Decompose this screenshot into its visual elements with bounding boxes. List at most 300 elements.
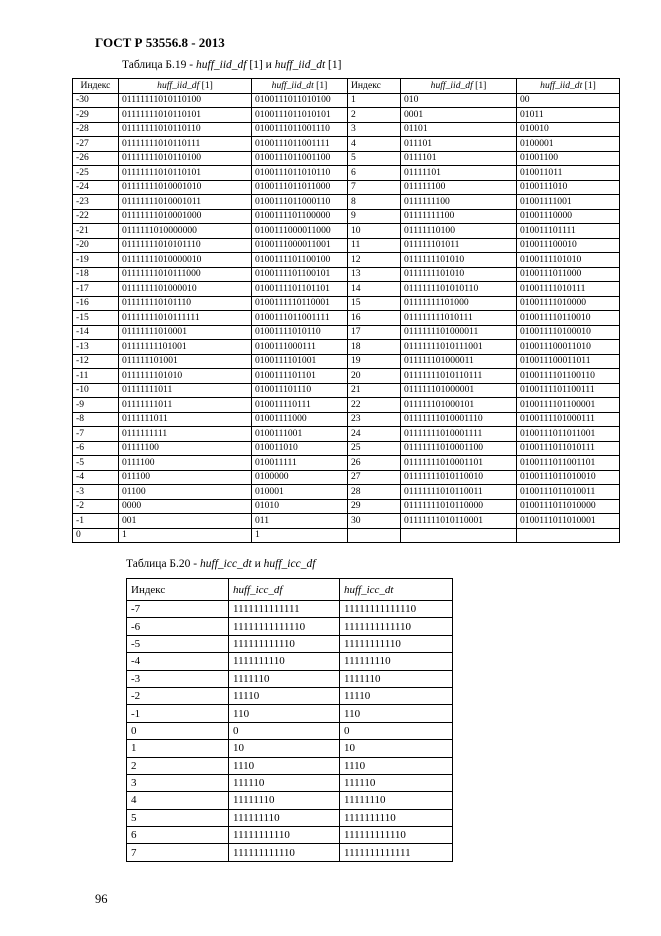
table-cell: -3 [73,485,119,500]
table-cell: 01111111010110001 [401,514,517,529]
table-cell: 1 [127,740,229,757]
table-cell: -22 [73,209,119,224]
col-header-iid-dt-2 [517,79,620,94]
table-row [127,774,453,791]
table-cell: 011111111010111 [401,311,517,326]
table-cell: 0 [127,722,229,739]
table-b19-caption [122,59,341,71]
table-cell: -6 [127,618,229,635]
table-cell: 0100111011011001 [517,427,620,442]
table-cell: 27 [348,470,401,485]
table-cell: 4 [127,792,229,809]
table-cell [401,528,517,543]
col-header-suffix: [1] [582,79,596,91]
caption-suffix: [1] [325,59,342,71]
table-cell: 0111111101010 [401,253,517,268]
col-header-icc-dt [340,579,453,601]
table-row [73,340,620,355]
table-cell: 01111111010110101 [119,108,252,123]
table-cell: 0 [229,722,340,739]
table-cell: 13 [348,267,401,282]
caption-name2: huff_icc_df [263,558,316,570]
table-cell: 01111111010110011 [401,485,517,500]
table-row [73,166,620,181]
table-header-row [73,79,620,94]
table-cell: 3 [348,122,401,137]
table-cell: -11 [73,369,119,384]
table-cell: -5 [73,456,119,471]
table-cell: 0100111101101 [252,369,348,384]
table-cell: 00 [517,93,620,108]
table-cell: 01111111011 [119,398,252,413]
table-cell: 1111110 [340,670,453,687]
table-cell: -2 [73,499,119,514]
table-cell: 0111111101010110 [401,282,517,297]
col-header-name: huff_icc_dt [344,583,394,596]
table-row [127,653,453,670]
table-cell: -5 [127,635,229,652]
table-cell [517,528,620,543]
table-cell: 01111111010110111 [401,369,517,384]
table-cell: 18 [348,340,401,355]
col-header-suffix: [1] [313,79,328,91]
table-cell: 01100 [119,485,252,500]
table-cell: -24 [73,180,119,195]
table-cell: 010011100011011 [517,354,620,369]
table-cell: 01111111011 [119,383,252,398]
table-cell: 01111111010001111 [401,427,517,442]
table-row [127,687,453,704]
table-row [73,267,620,282]
table-cell: 01111111010001110 [401,412,517,427]
col-header-name: huff_icc_df [233,583,283,596]
table-cell: 01111111010001011 [119,195,252,210]
table-row [73,383,620,398]
table-cell: 0100111101010 [517,253,620,268]
table-cell: 01111111010001101 [401,456,517,471]
table-row [73,456,620,471]
table-cell: 0100111000111 [252,340,348,355]
table-header-row [127,579,453,601]
table-cell: 0100111011010110 [252,166,348,181]
table-cell: 111110 [229,774,340,791]
table-cell: 0100111011011000 [252,180,348,195]
table-cell: 0100111011010111 [517,441,620,456]
table-cell: 28 [348,485,401,500]
table-cell: 0100111011001100 [252,151,348,166]
table-row [73,195,620,210]
table-cell: 7 [348,180,401,195]
table-cell: -21 [73,224,119,239]
table-cell: 011111101000001 [401,383,517,398]
table-cell: 0111101 [401,151,517,166]
table-cell: 01001111000 [252,412,348,427]
table-cell: 011111100 [401,180,517,195]
table-cell: 0100111011001110 [252,122,348,137]
table-row [73,398,620,413]
table-row [73,470,620,485]
table-cell: 011111101001 [119,354,252,369]
table-cell: -18 [73,267,119,282]
table-cell: 1111111111111 [340,844,453,861]
table-row [73,224,620,239]
table-cell: 0100111101100110 [517,369,620,384]
table-cell: 11110 [340,687,453,704]
table-cell: 21 [348,383,401,398]
table-b19 [72,78,620,543]
table-cell: 01111111010000010 [119,253,252,268]
table-cell: 0100111101100001 [517,398,620,413]
table-cell: 010011111 [252,456,348,471]
table-cell: -10 [73,383,119,398]
table-row [73,427,620,442]
table-cell: 111111110 [229,809,340,826]
table-cell: -17 [73,282,119,297]
table-cell: 01011 [517,108,620,123]
table-cell: 5 [348,151,401,166]
table-cell: 01111111010110000 [401,499,517,514]
table-row [73,209,620,224]
table-cell: 0100111000011001 [252,238,348,253]
table-cell: -28 [73,122,119,137]
table-cell: 110 [340,705,453,722]
table-cell: 0100111011000 [517,267,620,282]
table-cell: 9 [348,209,401,224]
table-cell: 0100111011010010 [517,470,620,485]
table-cell: 17 [348,325,401,340]
table-cell: 0100111101000111 [517,412,620,427]
table-cell: 0001 [401,108,517,123]
table-cell: 111111111110 [340,827,453,844]
col-header-icc-df [229,579,340,601]
table-cell: 0100111101100111 [517,383,620,398]
table-row [127,827,453,844]
table-cell: 0100001 [517,137,620,152]
table-cell: 0100111101101101 [252,282,348,297]
table-row [127,618,453,635]
table-cell: 23 [348,412,401,427]
table-row [73,369,620,384]
table-cell: 01101 [401,122,517,137]
table-cell: 0111111101000011 [401,325,517,340]
table-cell: 0100111101100000 [252,209,348,224]
table-cell: 010011110110010 [517,311,620,326]
table-row [127,844,453,861]
table-cell: 01111101 [401,166,517,181]
table-cell: -7 [73,427,119,442]
table-cell: 10 [229,740,340,757]
table-cell: 01001111010110 [252,325,348,340]
col-header-iid-df-2 [401,79,517,94]
table-cell: -20 [73,238,119,253]
table-cell: -8 [73,412,119,427]
table-cell: -26 [73,151,119,166]
table-cell: 111111111110 [229,844,340,861]
table-cell: -3 [127,670,229,687]
table-cell: 001 [119,514,252,529]
table-cell: 0111100 [119,456,252,471]
table-cell: 19 [348,354,401,369]
table-cell: 0100111011000110 [252,195,348,210]
table-cell: 7 [127,844,229,861]
table-cell: 0100111010 [517,180,620,195]
table-row [73,238,620,253]
table-cell: 24 [348,427,401,442]
table-cell: 0111111111 [119,427,252,442]
table-row [73,311,620,326]
table-cell: 0100111101100100 [252,253,348,268]
table-cell: 1 [348,93,401,108]
table-row [73,137,620,152]
table-cell: 0100000 [252,470,348,485]
table-cell: 11111110 [229,792,340,809]
col-header-iid-df [119,79,252,94]
col-header-name: huff_iid_df [157,79,200,91]
table-row [127,757,453,774]
table-row [73,514,620,529]
table-cell: 01111111010111000 [119,267,252,282]
table-cell: 010011100011010 [517,340,620,355]
table-cell: 0 [340,722,453,739]
table-cell: 5 [127,809,229,826]
table-row [73,180,620,195]
table-cell: 11111111110 [229,827,340,844]
col-header-iid-dt [252,79,348,94]
table-cell: 0100111101100101 [252,267,348,282]
table-cell: 010010 [517,122,620,137]
table-cell: 14 [348,282,401,297]
table-cell: 0111111101000010 [119,282,252,297]
table-row [73,282,620,297]
col-header-suffix: [1] [472,79,487,91]
table-cell: 011100 [119,470,252,485]
table-cell: -19 [73,253,119,268]
table-row [127,792,453,809]
table-row [73,151,620,166]
table-cell: 30 [348,514,401,529]
table-cell: -15 [73,311,119,326]
table-row [73,122,620,137]
table-cell: 0100111011001101 [517,456,620,471]
table-row [73,325,620,340]
table-cell: 1110 [229,757,340,774]
table-cell: 111111110 [340,653,453,670]
table-row [73,354,620,369]
table-cell: 6 [348,166,401,181]
table-cell: 01111111010001 [119,325,252,340]
table-cell: 20 [348,369,401,384]
col-header-name: huff_iid_dt [271,79,314,91]
table-cell: 0111111101010 [401,267,517,282]
table-cell: 010011010 [252,441,348,456]
table-cell: 6 [127,827,229,844]
table-cell: 01111111010110100 [119,93,252,108]
col-header-name: huff_iid_dt [540,79,583,91]
table-cell: 10 [340,740,453,757]
table-cell: 0100111011001111 [252,311,348,326]
table-cell: -4 [73,470,119,485]
caption-name1: huff_icc_dt [200,558,252,570]
table-cell: 01001100 [517,151,620,166]
table-row [73,108,620,123]
table-cell: -1 [73,514,119,529]
table-cell: 26 [348,456,401,471]
table-cell: 011111101011 [401,238,517,253]
col-header-index: Индекс [127,579,229,601]
table-cell: -23 [73,195,119,210]
table-cell: 01111111010111001 [401,340,517,355]
table-cell [348,528,401,543]
table-cell: 010011110111 [252,398,348,413]
document-header: ГОСТ Р 53556.8 - 2013 [95,35,225,50]
table-row [73,441,620,456]
table-cell: 011111101000011 [401,354,517,369]
table-cell: 0100111011001111 [252,137,348,152]
table-cell: 0000 [119,499,252,514]
col-header-name: huff_iid_df [430,79,473,91]
table-cell: -12 [73,354,119,369]
table-cell: 111111111110 [229,635,340,652]
table-cell: -6 [73,441,119,456]
table-cell: 2 [127,757,229,774]
table-cell: 0111111011 [119,412,252,427]
table-cell: 0111111010000000 [119,224,252,239]
table-cell: 010011101110 [252,383,348,398]
table-cell: 11110 [229,687,340,704]
table-cell: 01111111010001010 [119,180,252,195]
table-cell: 15 [348,296,401,311]
table-cell: -9 [73,398,119,413]
table-cell: 12 [348,253,401,268]
page-number: 96 [95,892,108,906]
table-cell: 0100111110110001 [252,296,348,311]
table-row [127,670,453,687]
table-cell: 01111111010110101 [119,166,252,181]
table-row [127,722,453,739]
table-row [127,601,453,618]
table-row [73,499,620,514]
table-cell: 01111111010110100 [119,151,252,166]
table-cell: 010011110100010 [517,325,620,340]
col-header-suffix: [1] [199,79,213,91]
table-cell: 0100111011010000 [517,499,620,514]
table-b19-body [73,93,620,543]
table-cell: 010011100010 [517,238,620,253]
caption-mid: и [251,558,264,570]
table-cell: 01001110000 [517,209,620,224]
table-row [73,528,620,543]
table-cell: -7 [127,601,229,618]
caption-mid: [1] и [246,59,275,71]
table-cell: 010001 [252,485,348,500]
table-cell: 010011011 [517,166,620,181]
col-header-index-2: Индекс [348,79,401,94]
table-cell: 01111111010001000 [119,209,252,224]
table-cell: 0100111011010100 [252,93,348,108]
table-cell: 11111111110 [340,635,453,652]
table-cell: 11111111111110 [229,618,340,635]
caption-name1: huff_iid_df [196,59,247,71]
table-cell: 29 [348,499,401,514]
table-cell: 1111111111111 [229,601,340,618]
table-cell: 8 [348,195,401,210]
table-cell: 1111110 [229,670,340,687]
table-cell: 3 [127,774,229,791]
table-cell: 0111111100 [401,195,517,210]
table-cell: 1 [252,528,348,543]
table-cell: 01111110100 [401,224,517,239]
table-cell: 01111111010101110 [119,238,252,253]
table-b20-caption [126,558,315,570]
table-row [73,485,620,500]
table-cell: -30 [73,93,119,108]
table-cell: 01001111010111 [517,282,620,297]
table-cell: 010011101111 [517,224,620,239]
table-cell: 1111111111110 [340,618,453,635]
table-cell: 110 [229,705,340,722]
table-cell: 2 [348,108,401,123]
table-cell: 10 [348,224,401,239]
table-cell: -1 [127,705,229,722]
table-cell: 011111101000101 [401,398,517,413]
table-cell: 01001111001 [517,195,620,210]
table-cell: 01111111100 [401,209,517,224]
table-cell: 01111111010110111 [119,137,252,152]
table-cell: -4 [127,653,229,670]
table-cell: 25 [348,441,401,456]
table-b20 [126,578,453,862]
table-cell: -13 [73,340,119,355]
table-cell: 01001111010000 [517,296,620,311]
table-cell: 4 [348,137,401,152]
table-cell: 01111111101000 [401,296,517,311]
table-cell: 22 [348,398,401,413]
table-cell: 0100111011010001 [517,514,620,529]
table-cell: 011 [252,514,348,529]
table-cell: 0100111011010011 [517,485,620,500]
table-cell: 0 [73,528,119,543]
table-cell: 01111111010110010 [401,470,517,485]
table-cell: 1111111110 [229,653,340,670]
table-cell: 01010 [252,499,348,514]
table-cell: 0100111011010101 [252,108,348,123]
table-row [73,296,620,311]
table-row [73,93,620,108]
table-cell: 01111111010111111 [119,311,252,326]
table-row [73,253,620,268]
table-row [127,635,453,652]
table-cell: 16 [348,311,401,326]
table-cell: -2 [127,687,229,704]
table-cell: 0100111101001 [252,354,348,369]
caption-prefix: Таблица Б.20 - [126,558,200,570]
table-cell: -29 [73,108,119,123]
table-cell: 01111100 [119,441,252,456]
table-cell: -25 [73,166,119,181]
table-cell: 0100111000011000 [252,224,348,239]
table-cell: 01111111101001 [119,340,252,355]
table-cell: 0100111001 [252,427,348,442]
table-row [73,412,620,427]
table-cell: 111110 [340,774,453,791]
table-cell: -27 [73,137,119,152]
table-row [127,809,453,826]
table-cell: 11111110 [340,792,453,809]
table-cell: 01111111010110110 [119,122,252,137]
table-cell: 11 [348,238,401,253]
table-cell: 011101 [401,137,517,152]
table-cell: 0111111101010 [119,369,252,384]
